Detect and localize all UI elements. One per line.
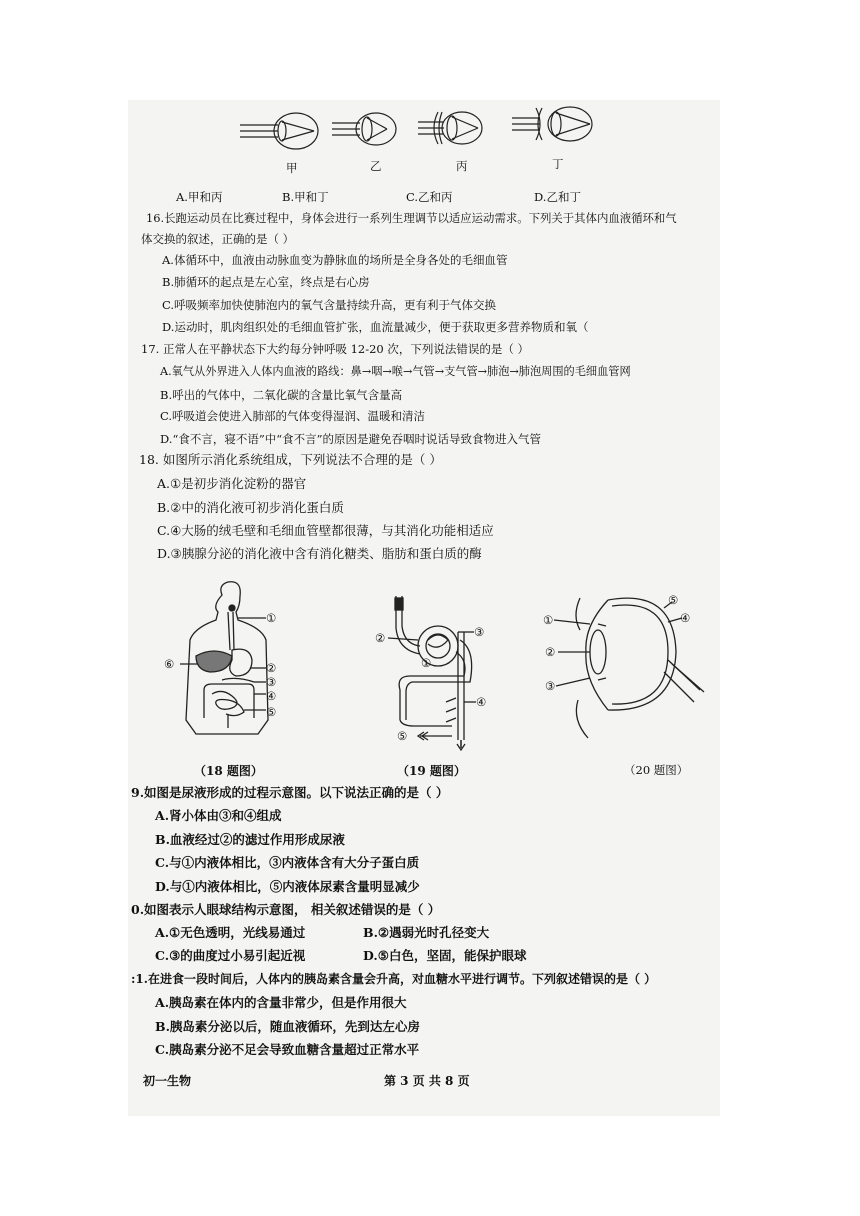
footer-subject: 初一生物 bbox=[143, 1074, 192, 1088]
q17-option-c: C.呼吸道会使进入肺部的气体变得湿润、温暖和清洁 bbox=[160, 409, 426, 423]
q18-stem: 18. 如图所示消化系统组成，下列说法不合理的是（ ） bbox=[139, 452, 442, 467]
fig19-label-5: ⑤ bbox=[397, 729, 408, 743]
q18-option-a: A.①是初步消化淀粉的器官 bbox=[157, 476, 307, 491]
fig20-label-4: ④ bbox=[680, 611, 691, 625]
q17-option-a: A.氧气从外界进入人体内血液的路线：鼻→咽→喉→气管→支气管→肺泡→肺泡周围的毛细血管网 bbox=[160, 365, 631, 378]
fig20-label-2: ② bbox=[545, 645, 556, 659]
q20-stem: 0.如图表示人眼球结构示意图， 相关叙述错误的是（ ） bbox=[131, 902, 441, 917]
fig18-label-3: ③ bbox=[266, 675, 277, 689]
figure-label-yi: 乙 bbox=[370, 159, 382, 173]
q16-option-b: B.肺循环的起点是左心室，终点是右心房 bbox=[162, 275, 370, 289]
figure-label-jia: 甲 bbox=[286, 161, 298, 175]
q21-stem: :1.在进食一段时间后，人体内的胰岛素含量会升高，对血糖水平进行调节。下列叙述错误的是（ ） bbox=[131, 972, 657, 986]
q21-option-b: B.胰岛素分泌以后，随血液循环，先到达左心房 bbox=[155, 1019, 420, 1034]
q20-option-a: A.①无色透明，光线易通过 bbox=[155, 925, 306, 940]
q16-option-d: D.运动时，肌肉组织处的毛细血管扩张，血流量减少，便于获取更多营养物质和氧（ bbox=[162, 320, 589, 334]
footer-page-number: 第 3 页 共 8 页 bbox=[384, 1074, 470, 1088]
q16-option-c: C.呼吸频率加快使肺泡内的氧气含量持续升高，更有利于气体交换 bbox=[162, 298, 497, 312]
fig19-label-2: ② bbox=[375, 631, 386, 645]
fig18-label-1: ① bbox=[266, 611, 277, 625]
fig18-caption: （18 题图） bbox=[194, 764, 263, 778]
fig18-label-6: ⑥ bbox=[164, 657, 175, 671]
q19-option-c: C.与①内液体相比，③内液体含有大分子蛋白质 bbox=[155, 855, 420, 870]
q20-option-c: C.③的曲度过小易引起近视 bbox=[155, 948, 306, 963]
q16-stem-cont: 体交换的叙述，正确的是（ ） bbox=[141, 232, 295, 246]
figure-label-ding: 丁 bbox=[552, 157, 564, 171]
fig18-label-4: ④ bbox=[266, 689, 277, 703]
fig19-label-3: ③ bbox=[474, 625, 485, 639]
fig20-label-3: ③ bbox=[545, 679, 556, 693]
q17-option-b: B.呼出的气体中，二氧化碳的含量比氧气含量高 bbox=[160, 388, 403, 402]
q19-option-b: B.血液经过②的滤过作用形成尿液 bbox=[155, 832, 345, 847]
fig19-caption: （19 题图） bbox=[397, 764, 466, 778]
figure-label-bing: 丙 bbox=[456, 159, 468, 173]
q21-option-c: C.胰岛素分泌不足会导致血糖含量超过正常水平 bbox=[155, 1042, 420, 1057]
fig19-label-1: ① bbox=[421, 656, 432, 670]
q17-stem: 17. 正常人在平静状态下大约每分钟呼吸 12-20 次，下列说法错误的是（ ） bbox=[141, 342, 530, 356]
q20-option-d: D.⑤白色，坚固，能保护眼球 bbox=[363, 948, 527, 963]
q17-option-d: D.“食不言，寝不语”中“食不言”的原因是避免吞咽时说话导致食物进入气管 bbox=[160, 432, 541, 446]
q15-option-a: A.甲和丙 bbox=[176, 190, 223, 204]
q19-option-d: D.与①内液体相比，⑤内液体尿素含量明显减少 bbox=[155, 879, 420, 894]
fig20-caption: （20 题图） bbox=[624, 763, 689, 777]
q15-option-c: C.乙和丙 bbox=[406, 190, 453, 204]
q16-stem: 16.长跑运动员在比赛过程中，身体会进行一系列生理调节以适应运动需求。下列关于其体内血液循环和气 bbox=[146, 211, 677, 225]
q19-option-a: A.肾小体由③和④组成 bbox=[155, 808, 282, 823]
q19-stem: 9.如图是尿液形成的过程示意图。以下说法正确的是（ ） bbox=[131, 785, 449, 800]
q16-option-a: A.体循环中，血液由动脉血变为静脉血的场所是全身各处的毛细血管 bbox=[162, 253, 508, 267]
q15-option-b: B.甲和丁 bbox=[282, 190, 329, 204]
fig20-label-5: ⑤ bbox=[668, 593, 679, 607]
fig18-label-5: ⑤ bbox=[266, 705, 277, 719]
q18-option-b: B.②中的消化液可初步消化蛋白质 bbox=[157, 500, 344, 515]
fig20-label-1: ① bbox=[543, 613, 554, 627]
q21-option-a: A.胰岛素在体内的含量非常少，但是作用很大 bbox=[155, 995, 407, 1010]
fig19-label-4: ④ bbox=[476, 695, 487, 709]
fig18-label-2: ② bbox=[266, 661, 277, 675]
q15-option-d: D.乙和丁 bbox=[534, 190, 581, 204]
q18-option-d: D.③胰腺分泌的消化液中含有消化糖类、脂肪和蛋白质的酶 bbox=[157, 546, 482, 561]
q20-option-b: B.②遇弱光时孔径变大 bbox=[363, 925, 490, 940]
q18-option-c: C.④大肠的绒毛壁和毛细血管壁都很薄，与其消化功能相适应 bbox=[157, 523, 494, 538]
